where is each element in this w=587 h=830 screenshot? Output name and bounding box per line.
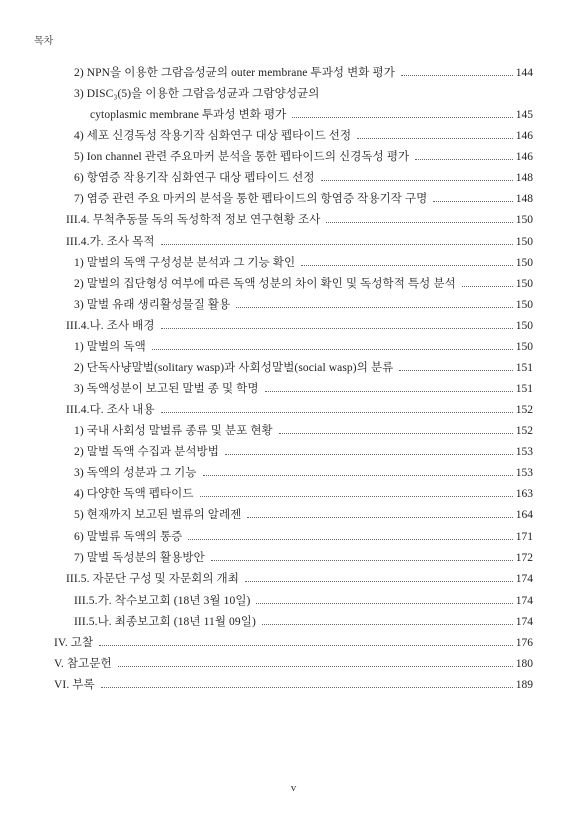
toc-entry <box>74 188 533 206</box>
toc-entry <box>74 273 533 291</box>
dot-leader <box>433 201 512 202</box>
dot-leader <box>265 391 513 392</box>
toc-entry-title: III.4.가. 조사 목적 <box>66 236 155 248</box>
toc-entry <box>74 167 533 185</box>
toc-entry-page: 174 <box>515 616 533 628</box>
toc-entry-title: IV. 고찰 <box>54 637 94 649</box>
dot-leader <box>101 687 513 688</box>
dot-leader <box>200 496 513 497</box>
dot-leader <box>321 180 513 181</box>
toc-entry <box>54 632 533 650</box>
toc-entry-page: 189 <box>515 679 533 691</box>
toc-entry <box>66 568 533 586</box>
toc-entry-page: 150 <box>515 278 533 290</box>
toc-entry-page: 150 <box>515 341 533 353</box>
dot-leader <box>99 645 513 646</box>
running-header: 목차 <box>34 36 54 47</box>
toc-entry-title: 2) 단독사냥말벌(solitary wasp)과 사회성말벌(social wasp)의 분류 <box>74 362 394 374</box>
toc-entry-page: 172 <box>515 552 533 564</box>
toc-entry-title: III.5. 자문단 구성 및 자문회의 개최 <box>66 573 239 585</box>
toc-entry <box>74 83 533 101</box>
dot-leader <box>118 666 513 667</box>
toc-entry <box>74 526 533 544</box>
dot-leader <box>161 412 513 413</box>
dot-leader <box>357 138 513 139</box>
toc-entry-title: 3) 말벌 유래 생리활성물질 활용 <box>74 299 231 311</box>
toc-entry <box>54 653 533 671</box>
toc-entry <box>74 294 533 312</box>
toc-entry-page: 180 <box>515 658 533 670</box>
dot-leader <box>326 222 512 223</box>
dot-leader <box>401 75 513 76</box>
dot-leader <box>415 159 513 160</box>
toc-entry <box>66 315 533 333</box>
dot-leader <box>161 328 513 329</box>
toc-entry-title: 2) 말벌 독액 수집과 분석방법 <box>74 446 219 458</box>
toc-entry-page: 150 <box>515 299 533 311</box>
toc-entry-page: 152 <box>515 404 533 416</box>
dot-leader <box>161 244 513 245</box>
dot-leader <box>256 603 512 604</box>
toc-entry-title: 2) 말벌의 집단형성 여부에 따른 독액 성분의 차이 확인 및 독성학적 특성 분석 <box>74 278 456 290</box>
toc-entry-page: 151 <box>515 383 533 395</box>
dot-leader <box>292 117 512 118</box>
toc-entry-title: 2) NPN을 이용한 그람음성균의 outer membrane 투과성 변화 평가 <box>74 67 395 79</box>
toc-entry-page: 148 <box>515 172 533 184</box>
toc-entry-title: V. 참고문헌 <box>54 658 112 670</box>
toc-entry-page: 150 <box>515 320 533 332</box>
dot-leader <box>225 454 513 455</box>
toc-entry-page: 153 <box>515 446 533 458</box>
toc-entry-page: 151 <box>515 362 533 374</box>
toc-entry-title: 3) 독액의 성분과 그 기능 <box>74 467 197 479</box>
toc-entry-page: 174 <box>515 573 533 585</box>
dot-leader <box>247 517 512 518</box>
toc-entry <box>74 125 533 143</box>
toc-entry <box>74 547 533 565</box>
toc-entry-page: 171 <box>515 531 533 543</box>
toc-entry-page: 146 <box>515 130 533 142</box>
toc-entry <box>66 209 533 227</box>
toc-entry-page: 152 <box>515 425 533 437</box>
toc-entry <box>90 104 533 122</box>
toc-entry <box>74 462 533 480</box>
toc-entry-title: 6) 말벌류 독액의 통증 <box>74 531 183 543</box>
toc-entry <box>66 399 533 417</box>
toc-entry-page: 150 <box>515 236 533 248</box>
toc-entry <box>74 420 533 438</box>
toc-entry <box>74 378 533 396</box>
dot-leader <box>211 560 513 561</box>
toc-entry-title: 1) 말벌의 독액 구성성분 분석과 그 기능 확인 <box>74 257 296 269</box>
toc-entry-title: VI. 부록 <box>54 679 95 691</box>
toc-entry-page: 146 <box>515 151 533 163</box>
toc-entry <box>74 504 533 522</box>
dot-leader <box>188 539 512 540</box>
toc-entry-page: 164 <box>515 509 533 521</box>
toc-entry-title: 3) 독액성분이 보고된 말벌 종 및 학명 <box>74 383 259 395</box>
toc-entry-title: 3) DISC₃(5)을 이용한 그람음성균과 그람양성균의 <box>74 88 320 100</box>
toc-entry-title: III.4.나. 조사 배경 <box>66 320 155 332</box>
dot-leader <box>399 370 512 371</box>
dot-leader <box>262 624 513 625</box>
toc-entry-title: 5) 현재까지 보고된 벌류의 알레젠 <box>74 509 242 521</box>
toc-entry-page: 144 <box>515 67 533 79</box>
toc-entry-title: 4) 세포 신경독성 작용기작 심화연구 대상 펩타이드 선정 <box>74 130 352 142</box>
dot-leader <box>203 475 513 476</box>
toc-entry <box>74 441 533 459</box>
toc-entry-title: 1) 국내 사회성 말벌류 종류 및 분포 현황 <box>74 425 273 437</box>
dot-leader <box>462 286 513 287</box>
toc-entry-page: 174 <box>515 595 533 607</box>
toc-entry-title: 5) Ion channel 관련 주요마커 분석을 통한 펩타이드의 신경독성 평가 <box>74 151 410 163</box>
toc-entry-page: 176 <box>515 637 533 649</box>
toc-entry <box>74 252 533 270</box>
toc-entry-page: 163 <box>515 488 533 500</box>
toc-entry-page: 148 <box>515 193 533 205</box>
toc-entry-title: 4) 다양한 독액 펩타이드 <box>74 488 194 500</box>
toc-entry <box>74 611 533 629</box>
toc-entry <box>74 590 533 608</box>
toc-entry-title: cytoplasmic membrane 투과성 변화 평가 <box>90 109 287 121</box>
toc-entry-title: 6) 항염증 작용기작 심화연구 대상 펩타이드 선정 <box>74 172 315 184</box>
toc-entry <box>74 62 533 80</box>
toc-entry-title: III.5.가. 착수보고회 (18년 3월 10일) <box>74 595 251 607</box>
dot-leader <box>301 265 513 266</box>
toc-entry-title: III.4. 무척추동물 독의 독성학적 정보 연구현황 조사 <box>66 214 321 226</box>
toc-entry-title: 7) 말벌 독성분의 활용방안 <box>74 552 205 564</box>
dot-leader <box>245 581 513 582</box>
toc-entry-page: 153 <box>515 467 533 479</box>
toc-entry-title: 7) 염증 관련 주요 마커의 분석을 통한 펩타이드의 항염증 작용기작 구명 <box>74 193 428 205</box>
dot-leader <box>236 307 513 308</box>
toc-entry-title: III.4.다. 조사 내용 <box>66 404 155 416</box>
toc-entry <box>74 357 533 375</box>
toc-entry <box>74 336 533 354</box>
toc-entry <box>66 231 533 249</box>
toc-entry-title: 1) 말벌의 독액 <box>74 341 146 353</box>
toc-entry-page: 150 <box>515 214 533 226</box>
toc-entry <box>54 674 533 692</box>
toc-entry <box>74 483 533 501</box>
dot-leader <box>279 433 513 434</box>
toc-entry-title: III.5.나. 최종보고회 (18년 11월 09일) <box>74 616 256 628</box>
dot-leader <box>152 349 513 350</box>
toc-entry-page: 150 <box>515 257 533 269</box>
page-number: v <box>290 782 297 794</box>
toc-entry-page: 145 <box>515 109 533 121</box>
toc-entry <box>74 146 533 164</box>
